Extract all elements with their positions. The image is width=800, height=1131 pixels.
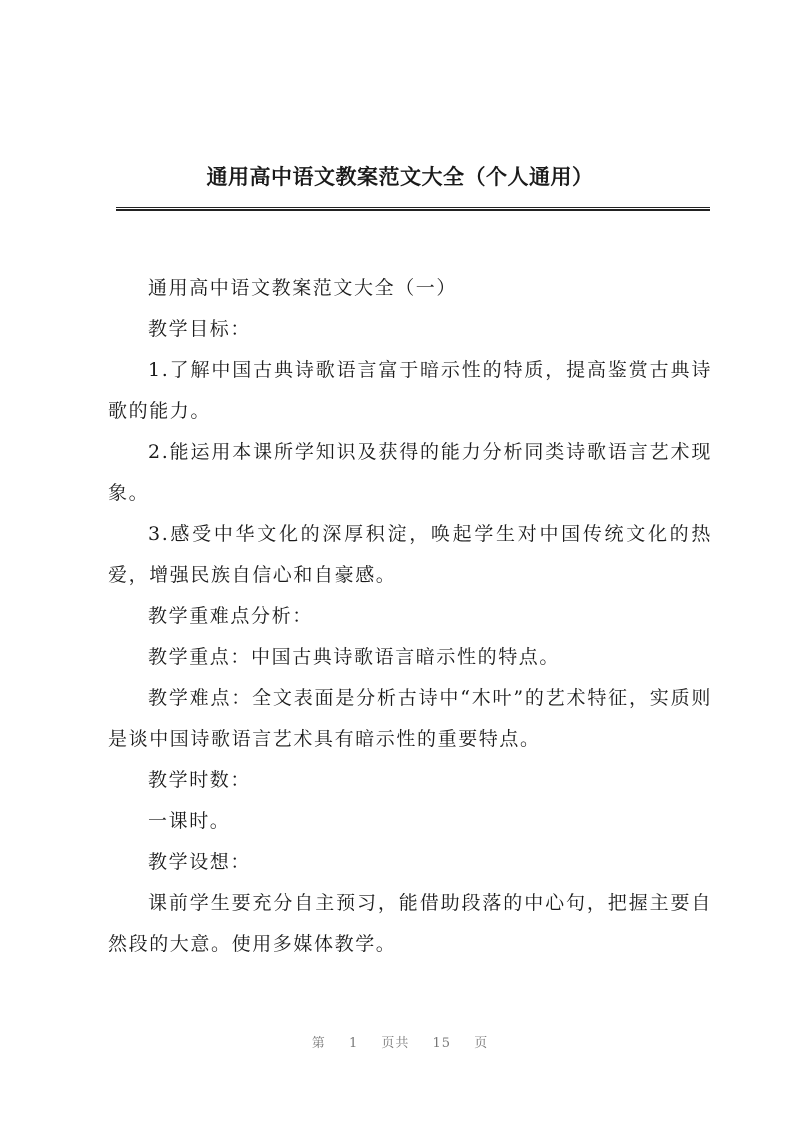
- footer-prefix: 第: [311, 1036, 326, 1051]
- paragraph: 一课时。: [148, 810, 231, 832]
- paragraph: 1.了解中国古典诗歌语言富于暗示性的特质，提高鉴赏古典诗歌的能力。: [108, 359, 712, 422]
- paragraph: 教学时数：: [148, 769, 252, 791]
- paragraph: 教学目标：: [148, 318, 252, 340]
- section-heading: 通用高中语文教案范文大全（一）: [148, 277, 458, 299]
- paragraph: 3.感受中华文化的深厚积淀，唤起学生对中国传统文化的热爱，增强民族自信心和自豪感。: [108, 523, 712, 586]
- footer-total-pages: 15: [432, 1036, 452, 1051]
- page-footer: [0, 1032, 800, 1051]
- paragraph: 教学重点：中国古典诗歌语言暗示性的特点。: [148, 646, 561, 668]
- paragraph: 2.能运用本课所学知识及获得的能力分析同类诗歌语言艺术现象。: [108, 441, 712, 504]
- paragraph: 课前学生要充分自主预习，能借助段落的中心句，把握主要自然段的大意。使用多媒体教学。: [108, 892, 712, 955]
- page-title: 通用高中语文教案范文大全（个人通用）: [206, 165, 594, 189]
- footer-suffix: 页: [474, 1036, 489, 1051]
- paragraph: 教学设想：: [148, 851, 252, 873]
- paragraph: 教学难点：全文表面是分析古诗中“木叶”的艺术特征，实质则是谈中国诗歌语言艺术具有暗示性的重要特点。: [108, 687, 712, 750]
- title-divider: [116, 207, 710, 211]
- footer-middle: 页共: [381, 1036, 410, 1051]
- paragraph: 教学重难点分析：: [148, 605, 313, 627]
- document-body: [108, 268, 712, 965]
- footer-current-page: 1: [348, 1036, 359, 1051]
